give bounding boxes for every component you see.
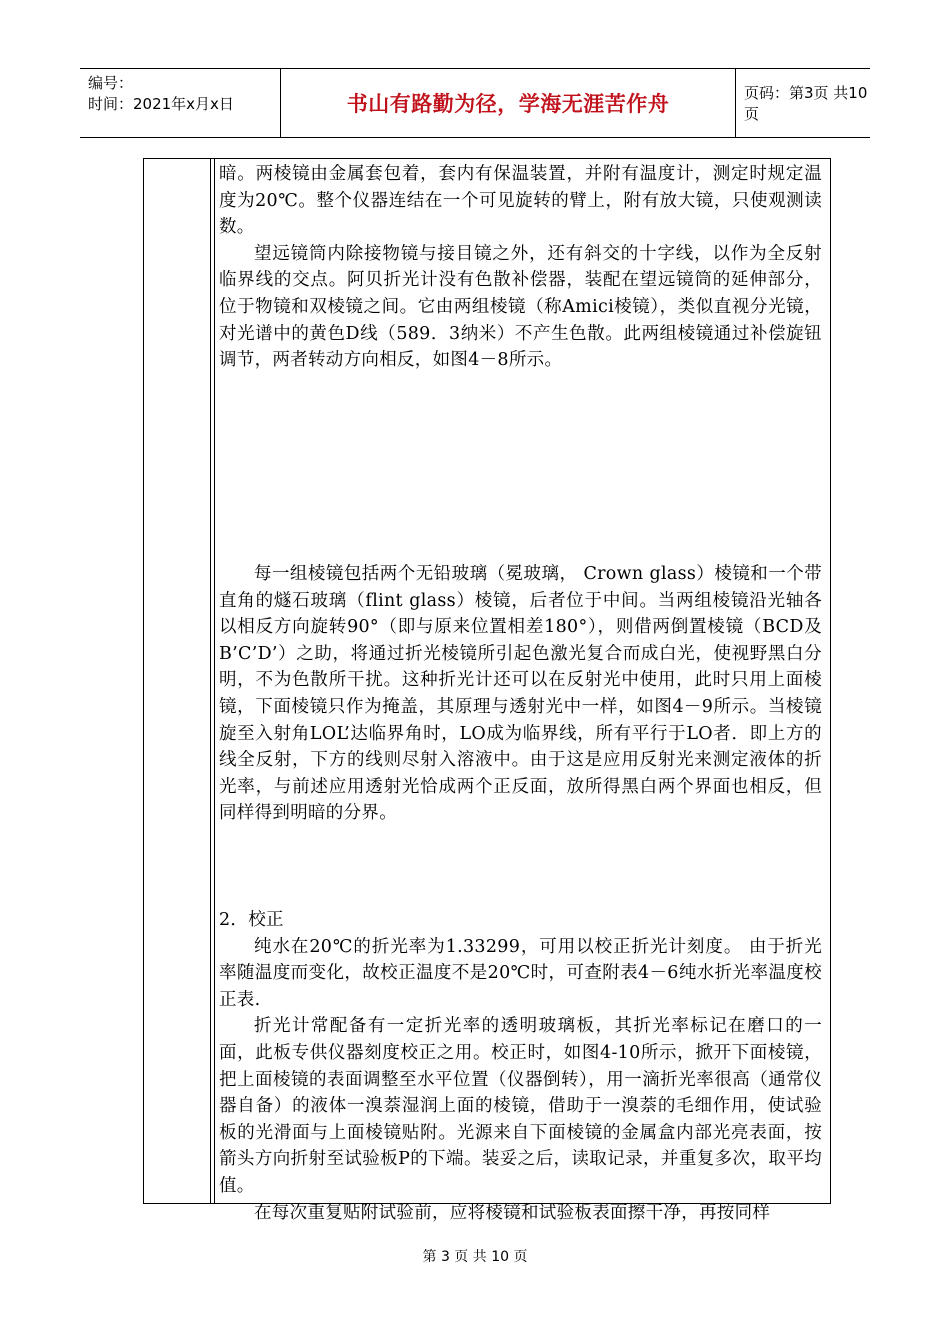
paragraph: 望远镜筒内除接物镜与接目镜之外，还有斜交的十字线，以作为全反射临界线的交点。阿贝折光计没有色散补偿器，装配在望远镜筒的延伸部分，位于物镜和双棱镜之间。它由两组棱镜（称Amici棱镜），类似直视分光镜，对光谱中的黄色D线（589．3纳米）不产生色散。此两组棱镜通过补偿旋钮调节，两者转动方向相反，如图4－8所示。 (219, 243, 822, 371)
section-heading: 2．校正 (219, 910, 284, 930)
page-footer: 第 3 页 共 10 页 (422, 1249, 528, 1265)
column-divider (210, 159, 211, 1203)
column-divider-inner (214, 159, 215, 1203)
header-meta (80, 69, 280, 137)
paragraph: 暗。两棱镜由金属套包着，套内有保温装置，并附有温度计，测定时规定温度为20℃。整个仪器连结在一个可见旋转的臂上，附有放大镜，只使观测读数。 (219, 164, 822, 238)
page-header (80, 68, 870, 138)
text-section-2 (219, 561, 822, 827)
paragraph: 在每次重复贴附试验前，应将棱镜和试验板表面擦干净，再按同样 (254, 1202, 771, 1223)
text-section-3 (219, 907, 822, 1226)
document-date: 时间：2021年x月x日 (88, 95, 234, 113)
header-motto: 书山有路勤为径，学海无涯苦作舟 (346, 92, 670, 116)
paragraph: 折光计常配备有一定折光率的透明玻璃板，其折光率标记在磨口的一面，此板专供仪器刻度校正之用。校正时，如图4-10所示，掀开下面棱镜，把上面棱镜的表面调整至水平位置（仪器倒转），用一滴折光率很高（通常仪器自备）的液体一溴萘湿润上面的棱镜，借助于一溴萘的毛细作用，使试验板的光滑面与上面棱镜贴附。光源来自下面棱镜的金属盒内部光亮表面，按箭头方向折射至试验板P的下端。装妥之后，读取记录，并重复多次，取平均值。 (219, 1016, 822, 1196)
paragraph: 纯水在20℃的折光率为1.33299，可用以校正折光计刻度。 由于折光率随温度而变化，故校正温度不是20℃时，可查附表4－6纯水折光率温度校正表. (219, 936, 822, 1010)
document-number-label: 编号： (88, 74, 134, 92)
paragraph: 每一组棱镜包括两个无铅玻璃（冕玻璃， Crown glass）棱镜和一个带直角的燧石玻璃（flint glass）棱镜，后者位于中间。当两组棱镜沿光轴各以相反方向旋转90°（即与原来位置相差180°），则借两倒置棱镜（BCD及B’C’D’）之助，将通过折光棱镜所引起色激光复合而成白光，使视野黑白分明，不为色散所干扰。这种折光计还可以在反射光中使用，此时只用上面棱镜，下面棱镜只作为掩盖，其原理与透射光中一样，如图4－9所示。当棱镜旋至入射角LOL’达临界角时，LO成为临界线，所有平行于LO者．即上方的线全反射，下方的线则尽射入溶液中。由于这是应用反射光来测定液体的折光率，与前述应用透射光恰成两个正反面，放所得黑白两个界面也相反，但同样得到明暗的分界。 (219, 564, 822, 824)
header-motto-cell (280, 69, 736, 137)
header-page-info: 页码：第3页 共10页 (744, 84, 868, 123)
text-section-1 (219, 161, 822, 374)
